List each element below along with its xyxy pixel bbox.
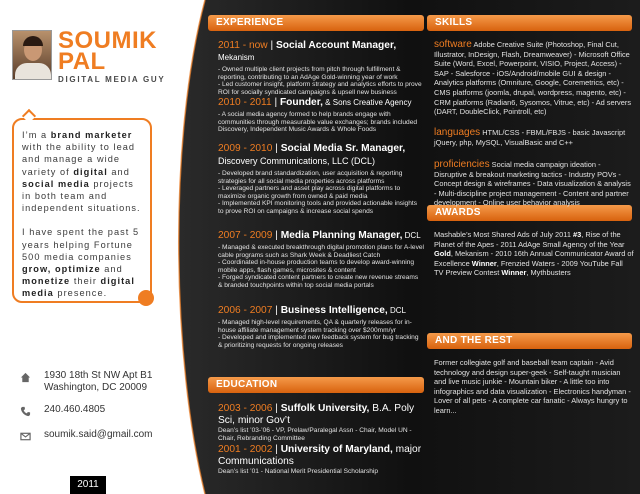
job-entry-media-planning: 2007 - 2009 | Media Planning Manager, DCL - Managed & executed breakthrough digital promotion plans for A-level cable programs such as Shark Week & Deadliest Catch - Coordinated in-house production teams to develop award-winning mobile apps, flash games, microsites & content - Forged syndicated content partners to create new revenue streams & branded touchpoints within top social media portals bbox=[218, 230, 424, 289]
job-bullet: - Developed brand standardization, user acquisition & reporting strategies for all social media properties across platforms bbox=[218, 170, 403, 185]
awards-text: Mashable’s Most Shared Ads of July 2011 #3, Rise of the Planet of the Apes - 2011 AdAge Small Agency of the Year Gold, Mekanism - 2010 16th Annual Communicator Award of Excellence Winner, Frenzied Waters - 2009 YouTube Fall TV Preview Contest Winner, Mythbusters bbox=[434, 230, 634, 278]
job-bullet: - Forged syndicated content partners to create new revenue streams & branded touchpoints within top social media portals bbox=[218, 274, 419, 289]
job-bullet: - Coordinated in-house production teams to develop award-winning mobile apps, flash games, microsites & content bbox=[218, 259, 415, 274]
job-bullet: - Implemented KPI monitoring tools and provided actionable insights to prove ROI on campaigns & increase social spends bbox=[218, 200, 418, 215]
name-heading bbox=[58, 27, 198, 75]
job-bullet: - Developed and implemented new feedback system for bug tracking & prioritizing requests for ongoing releases bbox=[218, 334, 419, 349]
email-address[interactable]: soumik.said@gmail.com bbox=[44, 429, 153, 440]
software-text: Adobe Creative Suite (Photoshop, Final Cut, Illustrator, InDesign, Flash, Dreamweaver) - Microsoft Office Suite (Word, Excel, Powerpoint, VISIO, Project, Access) - SAP - Salesforce - iOS/Android/mobile GUI & design - Analytics platforms (Omniture, Google, Coremetrics, etc) - CMS platforms (joomla, drupal, wordpress, magento, etc) - CRM platforms (Radian6, Sysomos, Vitrue, etc) - Ad servers (DART, DoubleClick, Pointroll, etc) bbox=[434, 40, 632, 117]
section-the-rest-header: AND THE REST bbox=[427, 333, 632, 349]
languages-label: languages bbox=[434, 127, 481, 138]
proficiencies-label: proficiencies bbox=[434, 159, 490, 170]
section-skills-header: SKILLS bbox=[427, 15, 632, 31]
phone-number[interactable]: 240.460.4805 bbox=[44, 404, 106, 415]
job-entry-mekanism: 2011 - now | Social Account Manager, Mekanism - Owned multiple client projects from pitch through fulfillment & reporting, contributing to an AdAge Gold-winning year of work - Led customer insight, platform strategy and analytics efforts to prove ROI for socially syndicated campaigns & upsell new business bbox=[218, 40, 424, 96]
year-badge: 2011 bbox=[70, 476, 106, 494]
address-line-2: Washington, DC 20009 bbox=[44, 382, 148, 393]
education-detail: Dean’s list ’01 - National Merit Presidential Scholarship bbox=[218, 468, 379, 475]
job-bullet: - Leveraged partners and asset play across digital platforms to maximize organic growth from owned & paid media bbox=[218, 185, 401, 200]
bio-bubble-dot bbox=[138, 290, 154, 306]
section-experience-header: EXPERIENCE bbox=[208, 15, 424, 31]
bio-box bbox=[12, 118, 152, 303]
job-bullet: - Managed high-level requirements, QA & quarterly releases for in-house affiliate management system tracking over $200mm/yr bbox=[218, 319, 412, 334]
the-rest-text: Former collegiate golf and baseball team captain - Avid technology and design super-geek - Self-taught musician and live music junkie - Mountain biker - A little too into infographics and data visualization - Electronics handyman - Lover of all pets - A complete car fanatic - Always hungry to learn... bbox=[434, 358, 631, 415]
tagline: DIGITAL MEDIA GUY bbox=[58, 75, 166, 84]
bio-paragraph-1: I’m a brand marketer with the ability to lead and manage a wide variety of digital and social media projects in both team and independent situations. bbox=[22, 130, 141, 214]
proficiencies-text: Social media campaign ideation - Disruptive & breakout marketing tactics - Industry POVs - Concept design & wireframes - Data visualization & analysis - Multi-discipline project management - Content and partner development - Online user behavior analysis bbox=[434, 160, 631, 208]
education-detail: Dean’s list ’03-’06 - VP, Prelaw/Paralegal Assn - Chair, Model UN - Chair, Rebranding Committee bbox=[218, 427, 412, 442]
envelope-icon bbox=[20, 431, 31, 442]
profile-photo bbox=[12, 30, 52, 80]
phone-icon bbox=[20, 406, 31, 417]
education-entry-suffolk: 2003 - 2006 | Suffolk University, B.A. Poly Sci, minor Gov’t Dean’s list ’03-’06 - VP, Prelaw/Paralegal Assn - Chair, Model UN - Chair, Rebranding Committee bbox=[218, 403, 424, 443]
job-bullet: - Owned multiple client projects from pitch through fulfillment & reporting, contributing to an AdAge Gold-winning year of work bbox=[218, 66, 401, 81]
last-name: PAL bbox=[58, 48, 106, 75]
skills-software bbox=[434, 40, 634, 117]
languages-text: HTML/CSS - FBML/FBJS - basic Javascript jQuery, php, MySQL, VisualBasic and C++ bbox=[434, 128, 626, 147]
job-entry-discovery-social: 2009 - 2010 | Social Media Sr. Manager, Discovery Communications, LLC (DCL) - Developed brand standardization, user acquisition & reporting strategies for all social media properties across platforms - Leveraged partners and asset play across digital platforms to maximize organic growth from owned & paid media - Implemented KPI monitoring tools and provided actionable insights to prove ROI on campaigns & increase social spends bbox=[218, 143, 424, 216]
job-entry-sons-creative: 2010 - 2011 | Founder, & Sons Creative Agency - A social media agency formed to help brands engage with communities through measurable value exchanges; brands included Discovery, Independent Music Awards & Whole Foods bbox=[218, 97, 424, 134]
education-entry-maryland: 2001 - 2002 | University of Maryland, major Communications Dean’s list ’01 - National Merit Presidential Scholarship bbox=[218, 444, 424, 476]
address-line-1: 1930 18th St NW Apt B1 bbox=[44, 370, 153, 381]
section-awards-header: AWARDS bbox=[427, 205, 632, 221]
section-education-header: EDUCATION bbox=[208, 377, 424, 393]
job-bullet: - Led customer insight, platform strategy and analytics efforts to prove ROI for socially syndicated campaigns & upsell new business bbox=[218, 81, 422, 96]
first-name: SOUMIK bbox=[58, 27, 157, 54]
skills-proficiencies bbox=[434, 160, 634, 208]
job-bullet: - A social media agency formed to help brands engage with communities through measurable value exchanges; brands included Discovery, Independent Music Awards & Whole Foods bbox=[218, 111, 418, 134]
skills-languages bbox=[434, 128, 634, 147]
job-bullet: - Managed & executed breakthrough digital promotion plans for A-level cable programs such as Shark Week & Deadliest Catch bbox=[218, 244, 424, 259]
software-label: software bbox=[434, 39, 472, 50]
home-icon bbox=[20, 372, 31, 383]
bio-paragraph-2: I have spent the past 5 years helping Fortune 500 media companies grow, optimize and monetize their digital media presence. bbox=[22, 227, 140, 299]
job-entry-business-intelligence: 2006 - 2007 | Business Intelligence, DCL - Managed high-level requirements, QA & quarterly releases for in-house affiliate management system tracking over $200mm/yr - Developed and implemented new feedback system for bug tracking & prioritizing requests for ongoing releases bbox=[218, 305, 424, 349]
